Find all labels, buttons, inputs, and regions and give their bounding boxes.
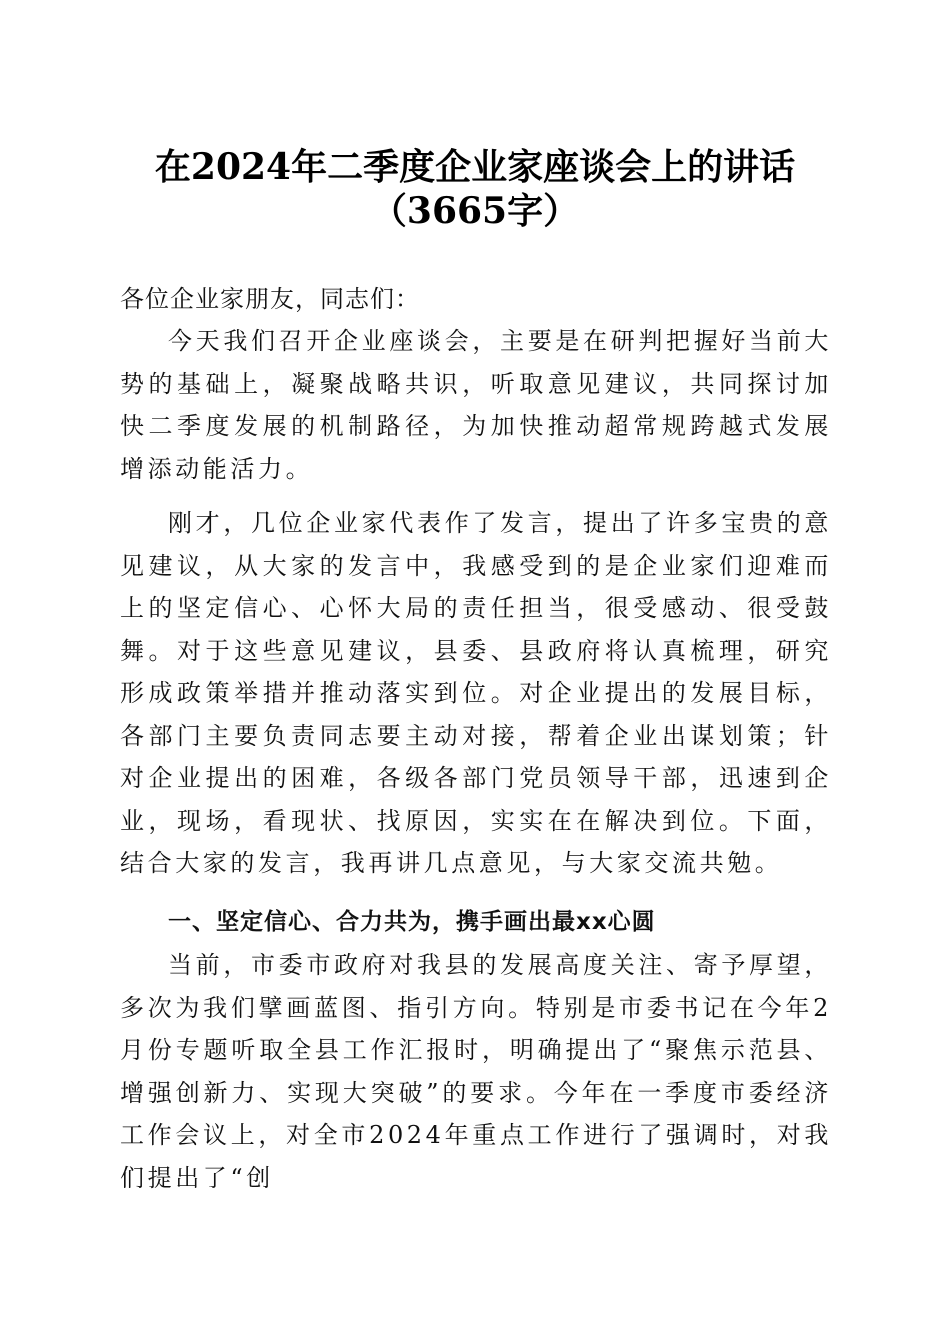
paragraph-opening [120, 320, 832, 490]
paragraph-text: 今天我们召开企业座谈会，主要是在研判把握好当前大势的基础上，凝聚战略共识，听取意见建议，共同探讨加快二季度发展的机制路径，为加快推动超常规跨越式发展增添动能活力。 [120, 327, 832, 483]
paragraph-section-one [120, 944, 832, 1199]
paragraph-feedback [120, 502, 832, 885]
paragraph-text: 当前，市委市政府对我县的发展高度关注、寄予厚望，多次为我们擘画蓝图、指引方向。特别是市委书记在今年2月份专题听取全县工作汇报时，明确提出了“聚焦示范县、增强创新力、实现大突破”的要求。今年在一季度市委经济工作会议上，对全市2024年重点工作进行了强调时，对我们提出了“创 [120, 951, 832, 1192]
salutation: 各位企业家朋友，同志们： [120, 285, 420, 313]
document-title: 在2024年二季度企业家座谈会上的讲话 [154, 146, 796, 188]
document-word-count: （3665字） [370, 190, 580, 232]
paragraph-text: 刚才，几位企业家代表作了发言，提出了许多宝贵的意见建议，从大家的发言中，我感受到的是企业家们迎难而上的坚定信心、心怀大局的责任担当，很受感动、很受鼓舞。对于这些意见建议，县委、县政府将认真梳理，研究形成政策举措并推动落实到位。对企业提出的发展目标，各部门主要负责同志要主动对接，帮着企业出谋划策；针对企业提出的困难，各级各部门党员领导干部，迅速到企业，现场，看现状、找原因，实实在在解决到位。下面，结合大家的发言，我再讲几点意见，与大家交流共勉。 [120, 509, 832, 877]
section-heading: 一、坚定信心、合力共为，携手画出最xx心圆 [168, 909, 656, 935]
